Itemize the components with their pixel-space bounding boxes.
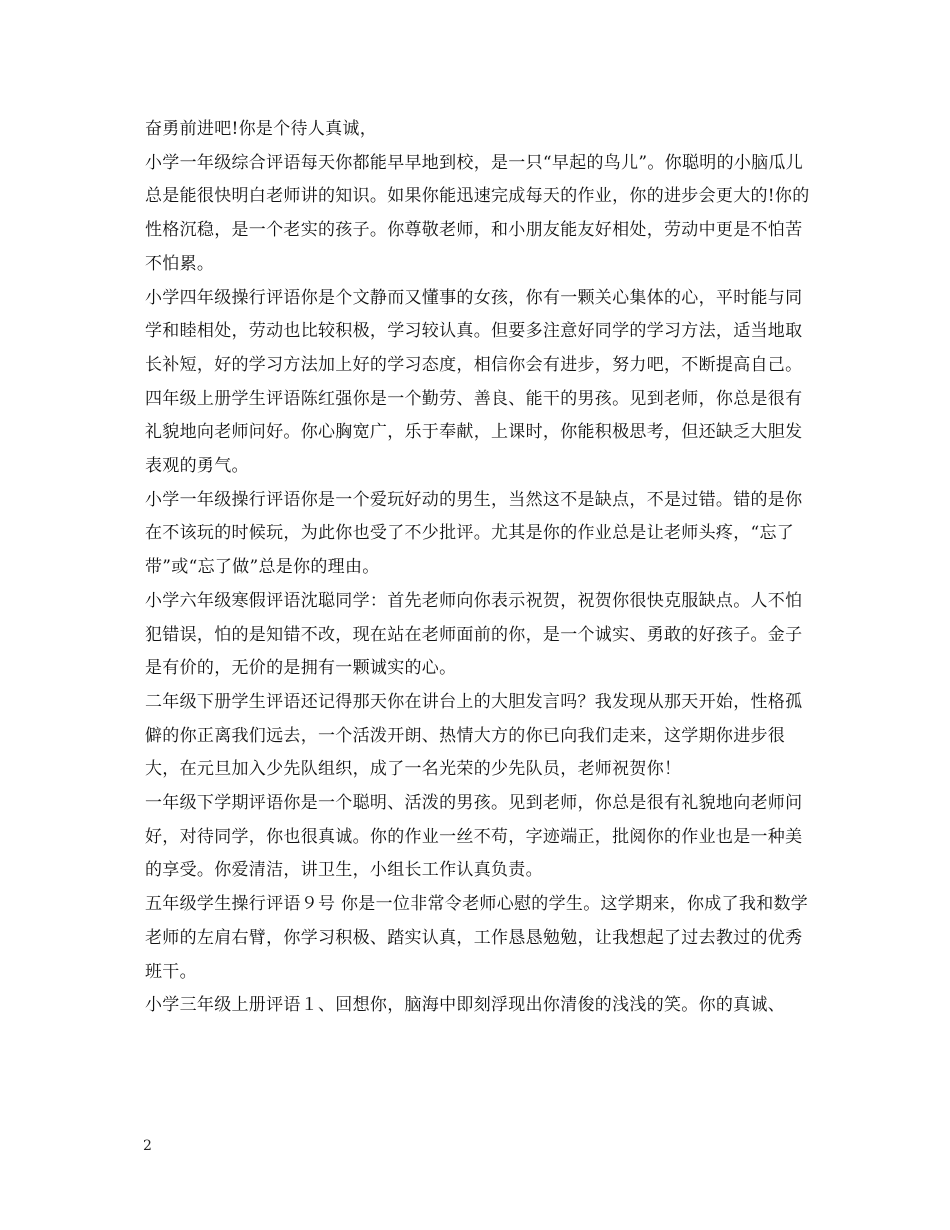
document-body	[145, 113, 815, 1023]
paragraph-6: 小学六年级寒假评语沈聪同学：首先老师向你表示祝贺，祝贺你很快克服缺点。人不怕犯错误，怕的是知错不改，现在站在老师面前的你，是一个诚实、勇敢的好孩子。金子是有价的，无价的是拥有一颗诚实的心。	[145, 590, 803, 679]
page-number: 2	[143, 1138, 152, 1154]
paragraph-1: 奋勇前进吧!你是个待人真诚，	[145, 119, 378, 139]
paragraph-8: 一年级下学期评语你是一个聪明、活泼的男孩。见到老师，你总是很有礼貌地向老师问好，对待同学，你也很真诚。你的作业一丝不苟，字迹端正，批阅你的作业也是一种美的享受。你爱清洁，讲卫生，小组长工作认真负责。	[145, 793, 803, 881]
paragraph-10: 小学三年级上册评语１、回想你，脑海中即刻浮现出你清俊的浅浅的笑。你的真诚、	[145, 995, 786, 1016]
paragraph-5: 小学一年级操行评语你是一个爱玩好动的男生，当然这不是缺点，不是过错。错的是你在不该玩的时候玩，为此你也受了不少批评。尤其是你的作业总是让老师头疼，“忘了带”或“忘了做”总是你的理由。	[145, 489, 803, 578]
paragraph-2: 小学一年级综合评语每天你都能早早地到校，是一只“早起的鸟儿”。你聪明的小脑瓜儿总是能很快明白老师讲的知识。如果你能迅速完成每天的作业，你的进步会更大的!你的性格沉稳，是一个老实的孩子。你尊敬老师，和小朋友能友好相处，劳动中更是不怕苦不怕累。	[145, 152, 810, 274]
paragraph-3: 小学四年级操行评语你是个文静而又懂事的女孩，你有一颗关心集体的心，平时能与同学和睦相处，劳动也比较积极，学习较认真。但要多注意好同学的学习方法，适当地取长补短，好的学习方法加上好的学习态度，相信你会有进步，努力吧，不断提高自己。	[145, 287, 803, 375]
paragraph-7: 二年级下册学生评语还记得那天你在讲台上的大胆发言吗？我发现从那天开始，性格孤僻的你正离我们远去，一个活泼开朗、热情大方的你已向我们走来，这学期你进步很大，在元旦加入少先队组织，成了一名光荣的少先队员，老师祝贺你！	[145, 691, 803, 780]
paragraph-4: 四年级上册学生评语陈红强你是一个勤劳、善良、能干的男孩。见到老师，你总是很有礼貌地向老师问好。你心胸宽广，乐于奉献，上课时，你能积极思考，但还缺乏大胆发表观的勇气。	[145, 388, 803, 477]
paragraph-9: 五年级学生操行评语９号 你是一位非常令老师心慰的学生。这学期来，你成了我和数学老师的左肩右臂，你学习积极、踏实认真，工作恳恳勉勉，让我想起了过去教过的优秀班干。	[145, 894, 809, 982]
